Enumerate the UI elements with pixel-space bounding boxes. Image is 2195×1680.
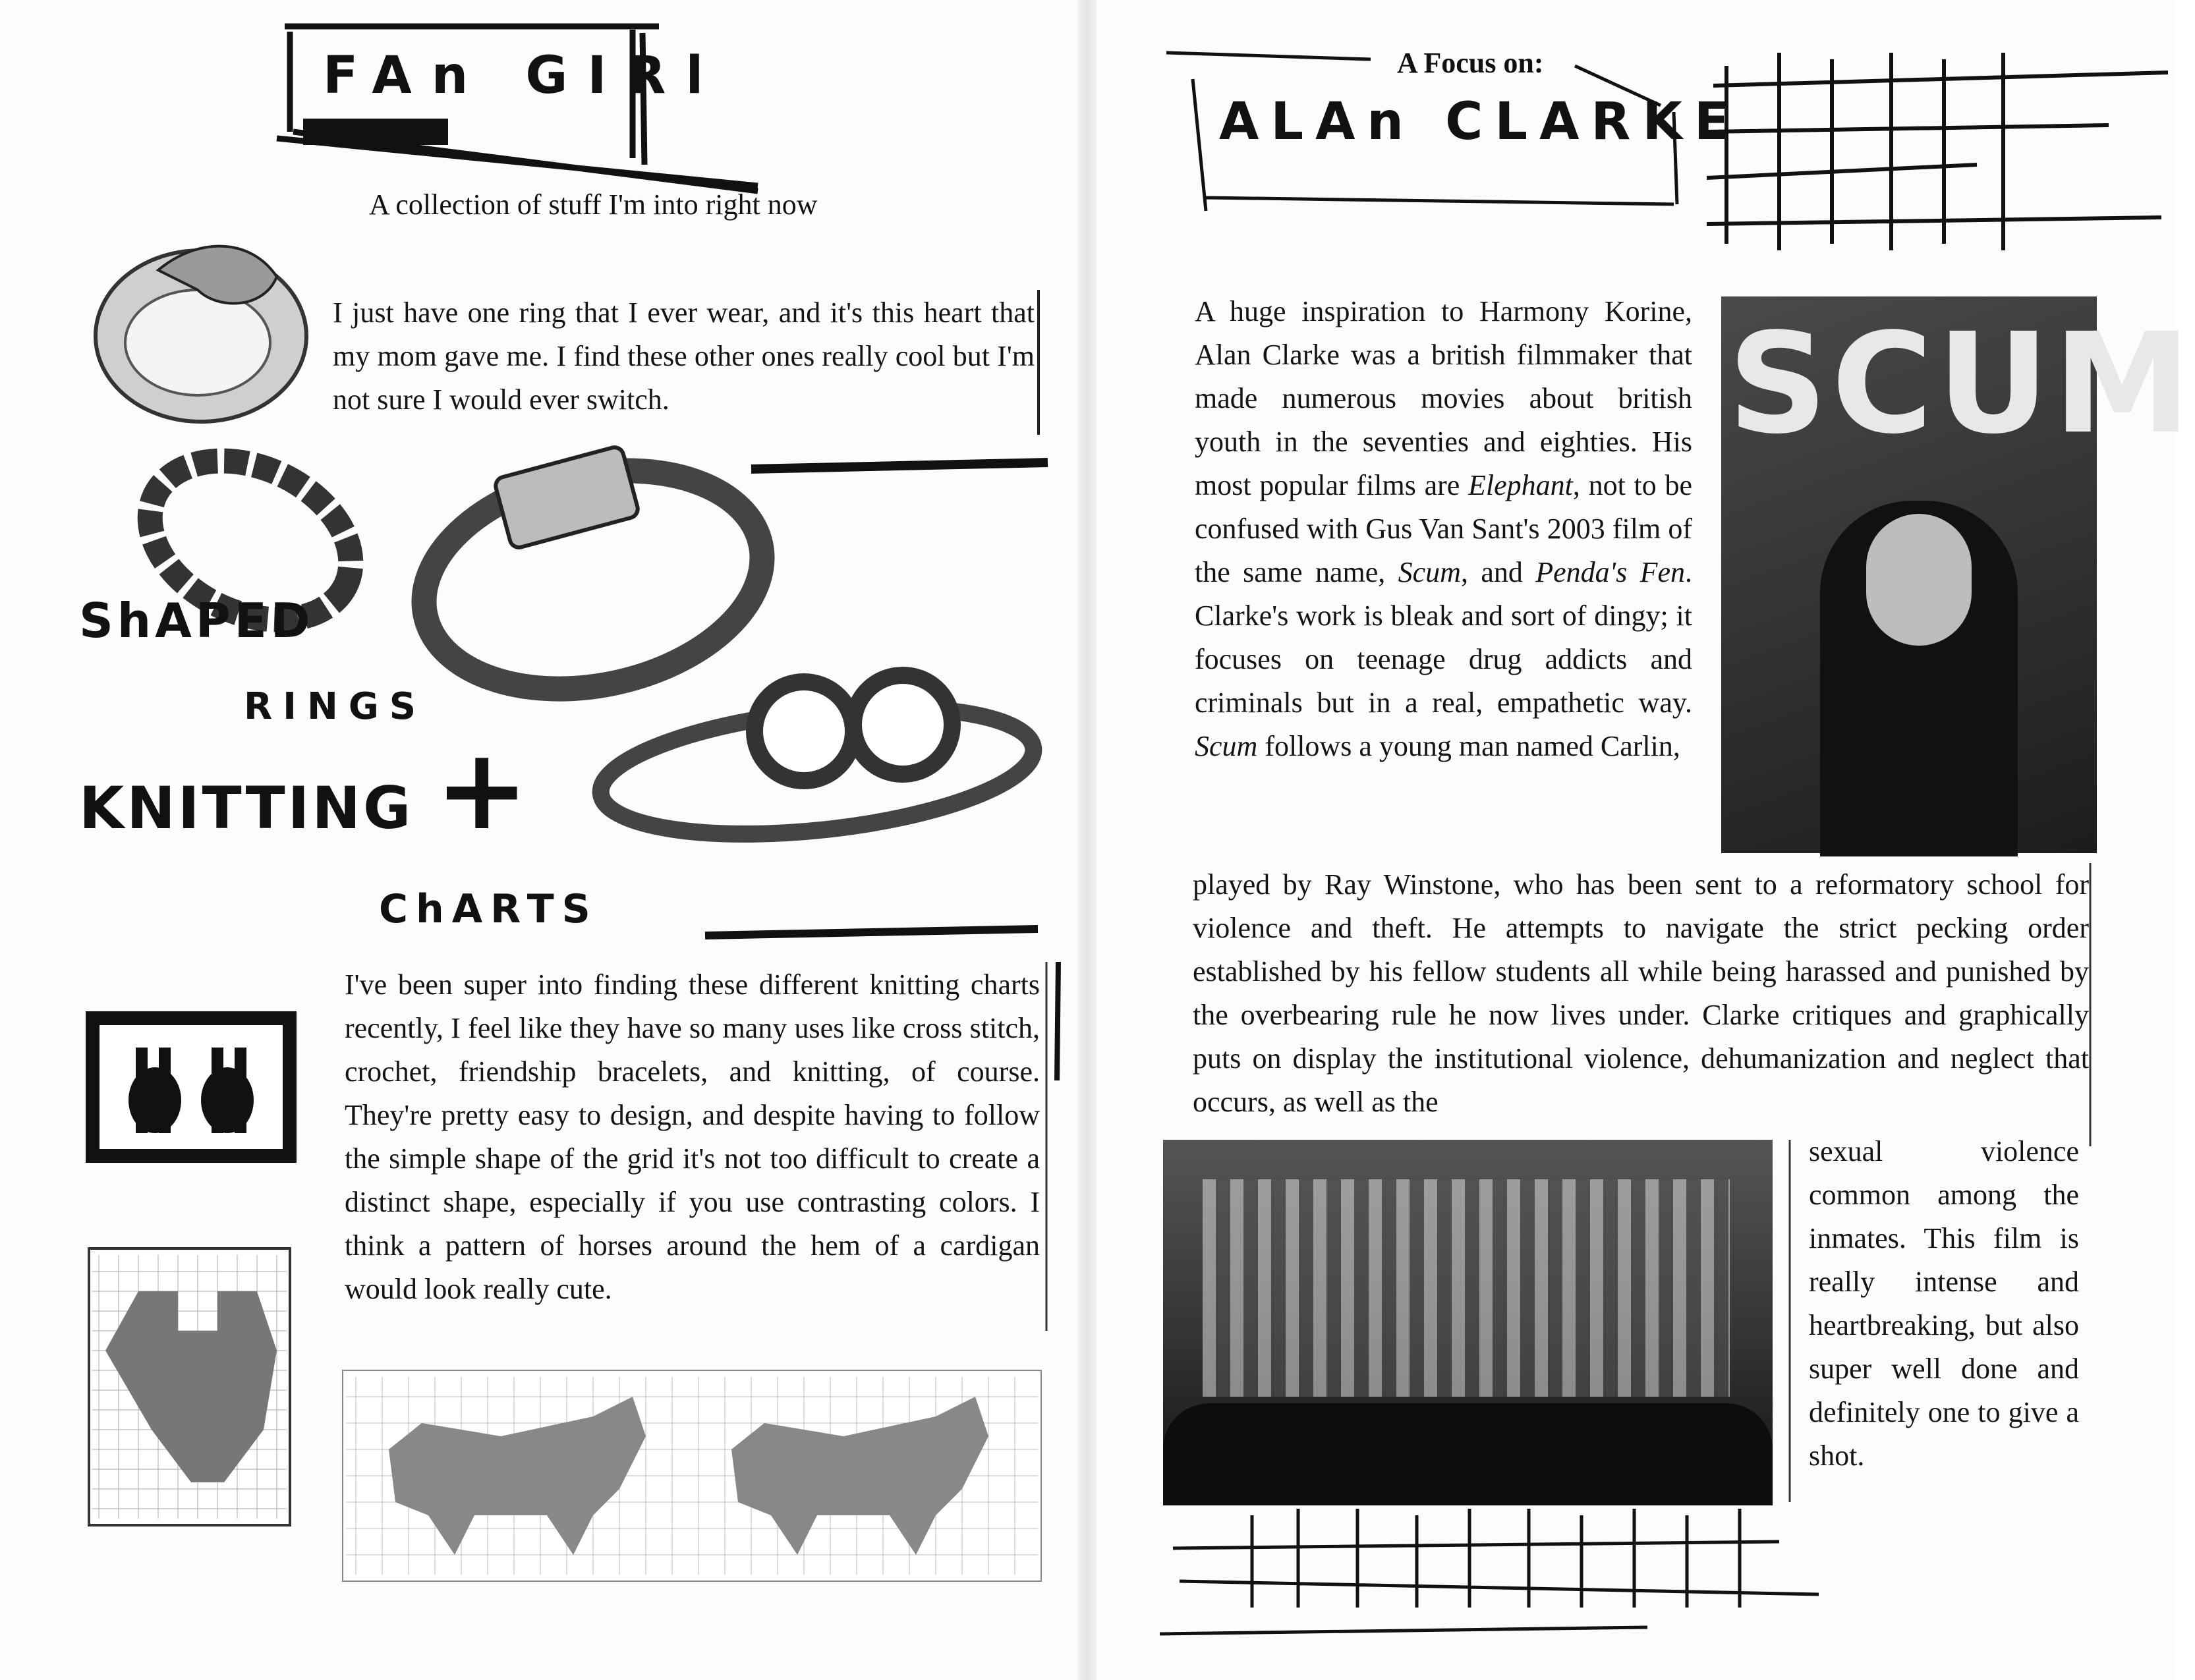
- poster-face: [1866, 514, 1972, 646]
- clarke-paragraph-2: played by Ray Winstone, who has been sent to a reformatory school for violence and theft. He attempts to navigate the strict pecking order established by his fellow students all while being harassed and punished by the overbearing rule he now lives under. Clarke critiques and graphically puts on display the institutional violence, dehumanization and neglect that occurs, as well as the: [1193, 868, 2089, 1118]
- page-title: FAn GIRl: [323, 46, 724, 105]
- foreground-heads: [1163, 1403, 1773, 1505]
- scum-poster-word: SCUM: [1728, 303, 2195, 464]
- alan-clarke-title: ALAn CLARKE: [1219, 92, 1742, 152]
- page-fold: [1078, 0, 1097, 1680]
- group-crowd: [1203, 1179, 1730, 1397]
- knitting-paragraph: I've been super into finding these different knitting charts recently, I feel like they have so many uses like cross stitch, crochet, friendship bracelets, and knitting, of course. They're pretty easy to design, and despite having to follow the simple shape of the grid it's not too difficult to create a distinct shape, especially if you use contrasting colors. I think a pattern of horses around the hem of a cardigan would look really cute.: [345, 968, 1040, 1305]
- scum-poster-photo: [1721, 296, 2195, 853]
- label-knitting: KNITTING: [79, 774, 414, 842]
- plus-sign: +: [435, 725, 529, 855]
- clarke-paragraph-1: A huge inspiration to Harmony Korine, Alan Clarke was a british filmmaker that made numerous movies about british youth in the seventies and eighties. His most popular films are Elephant, not to be confused with Gus Van Sant's 2003 film of the same name, Scum, and Penda's Fen. Clarke's work is bleak and sort of dingy; it focuses on teenage drug addicts and criminals but in a real, empathetic way. Scum follows a young man named Carlin,: [1195, 295, 1693, 762]
- ring-paragraph: I just have one ring that I ever wear, and it's this heart that my mom gave me. I find these other ones really cool but I'm not sure I would ever switch.: [333, 296, 1035, 416]
- paragraph-3-rule: [0, 0, 1, 1]
- label-shaped: ShAPED: [79, 593, 314, 648]
- subtitle: A collection of stuff I'm into right now: [369, 188, 818, 221]
- kicker: A Focus on:: [1397, 47, 1544, 79]
- clarke-paragraph-3: sexual violence common among the inmates. This film is really intense and heartbreaking, but also super well done and definitely one to give a shot.: [1809, 1135, 2079, 1472]
- label-rings: RINGS: [244, 685, 427, 728]
- reformatory-group-photo: [1163, 1140, 1773, 1505]
- label-charts: ChARTS: [379, 886, 598, 932]
